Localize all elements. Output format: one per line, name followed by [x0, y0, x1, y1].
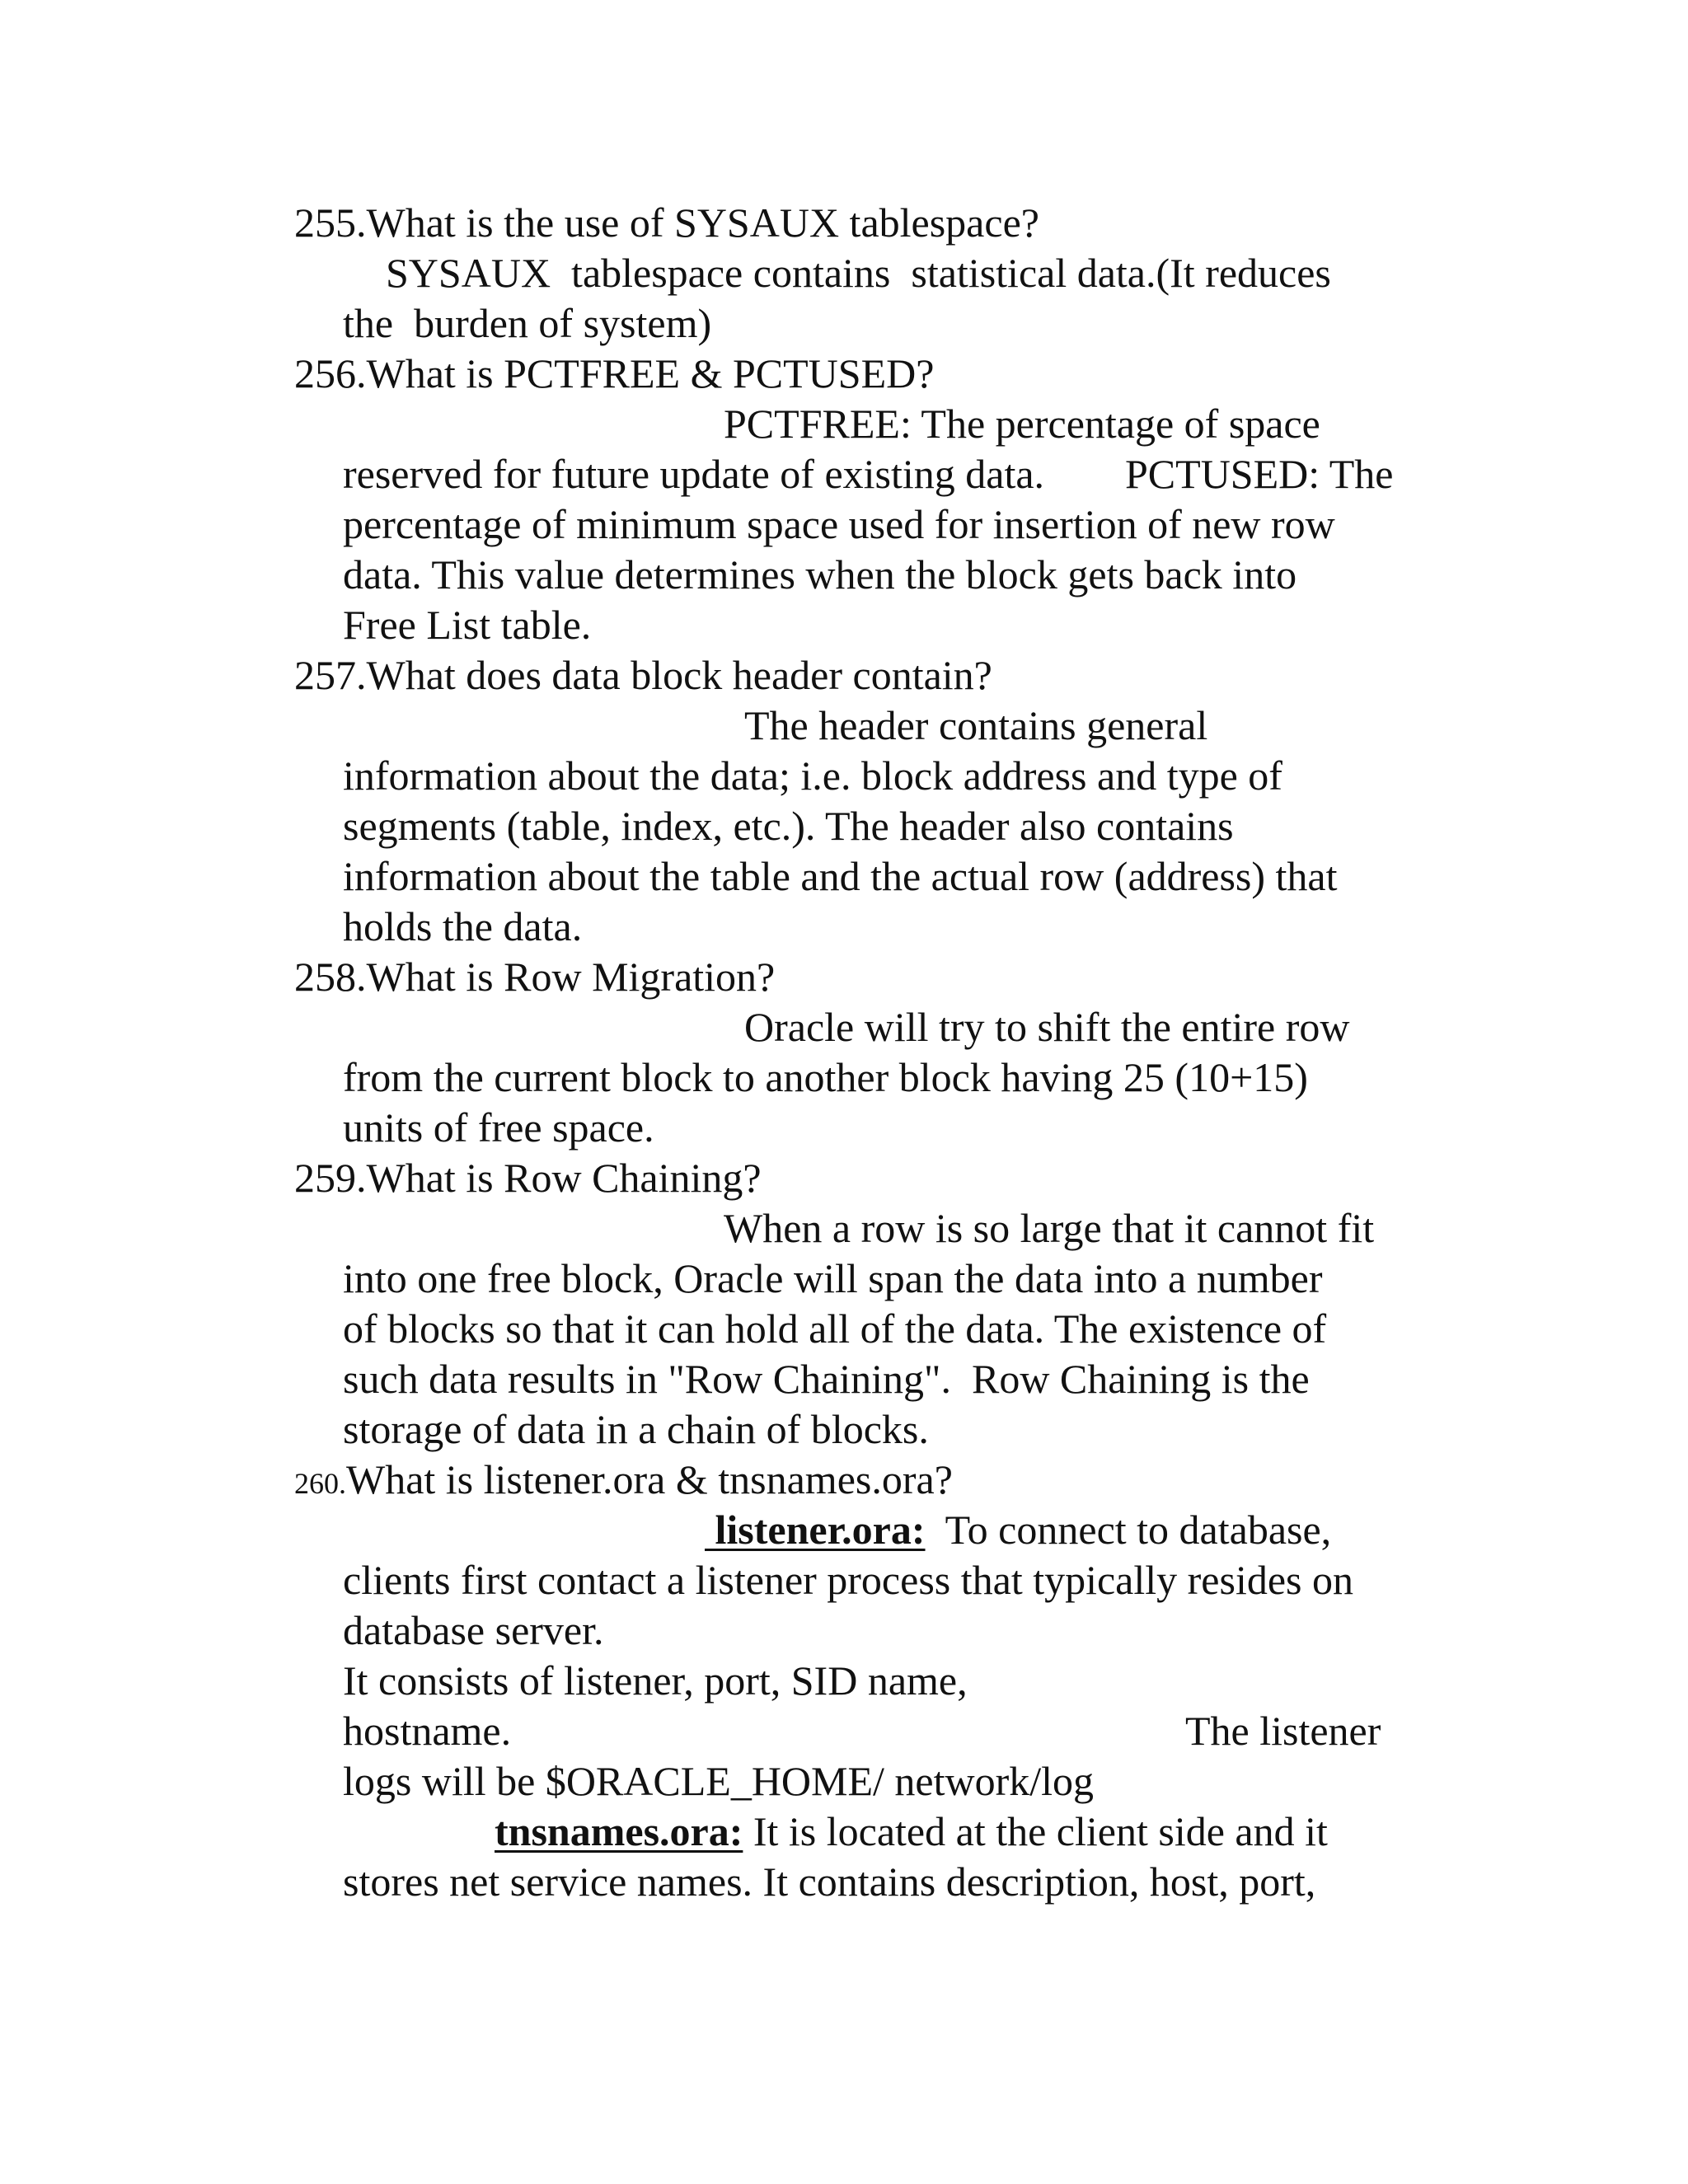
- tnsnames-ora-term: tnsnames.ora:: [495, 1808, 743, 1854]
- q256-title: 256.What is PCTFREE & PCTUSED?: [294, 350, 935, 396]
- q257-answer-line: information about the table and the actual row (address) that: [343, 853, 1338, 899]
- q258-answer-line: from the current block to another block having 25 (10+15): [343, 1054, 1308, 1100]
- tnsnames-ora-text: It is located at the client side and it: [743, 1808, 1328, 1854]
- q256-answer-line: data. This value determines when the block gets back into: [343, 551, 1297, 598]
- q259-answer-line: such data results in "Row Chaining". Row Chaining is the: [343, 1356, 1310, 1402]
- q259-answer-line: storage of data in a chain of blocks.: [343, 1406, 929, 1452]
- q260-number: 260.: [294, 1467, 346, 1500]
- q260-answer-line: It consists of listener, port, SID name,: [343, 1657, 968, 1704]
- q258-answer-line: units of free space.: [343, 1104, 654, 1151]
- q260-answer-line: [495, 1807, 1328, 1857]
- q260-answer-line: [705, 1505, 1331, 1555]
- q259-answer-line: of blocks so that it can hold all of the data. The existence of: [343, 1305, 1327, 1352]
- q260-answer-line: The listener: [1185, 1708, 1381, 1754]
- q256-answer-line: PCTUSED: The: [1125, 451, 1394, 497]
- q259-title: 259.What is Row Chaining?: [294, 1155, 762, 1201]
- q256-answer-line: Free List table.: [343, 602, 592, 648]
- q257-answer-line: The header contains general: [744, 702, 1208, 748]
- q260-title: [294, 1455, 953, 1509]
- q260-answer-line: clients first contact a listener process that typically resides on: [343, 1557, 1354, 1603]
- q258-title: 258.What is Row Migration?: [294, 954, 776, 1000]
- listener-ora-term: listener.ora:: [705, 1507, 926, 1553]
- q260-answer-line: logs will be $ORACLE_HOME/ network/log: [343, 1758, 1095, 1804]
- q256-answer-line: reserved for future update of existing data.: [343, 451, 1045, 497]
- q255-title: 255.What is the use of SYSAUX tablespace?: [294, 199, 1039, 246]
- q257-answer-line: segments (table, index, etc.). The header also contains: [343, 803, 1234, 849]
- listener-ora-text: To connect to database,: [925, 1507, 1332, 1553]
- q257-answer-line: information about the data; i.e. block address and type of: [343, 752, 1282, 799]
- q260-answer-line: stores net service names. It contains description, host, port,: [343, 1858, 1316, 1905]
- q260-question: What is listener.ora & tnsnames.ora?: [346, 1456, 953, 1502]
- q259-answer-line: into one free block, Oracle will span the data into a number: [343, 1255, 1323, 1301]
- q257-title: 257.What does data block header contain?: [294, 652, 992, 698]
- q259-answer-line: When a row is so large that it cannot fit: [724, 1205, 1375, 1251]
- q256-answer-line: PCTFREE: The percentage of space: [724, 401, 1320, 447]
- q255-answer-line: SYSAUX tablespace contains statistical data.(It reduces: [386, 250, 1331, 296]
- q255-answer-line: the burden of system): [343, 300, 712, 346]
- q260-answer-line: database server.: [343, 1607, 604, 1653]
- q256-answer-line: percentage of minimum space used for insertion of new row: [343, 501, 1335, 547]
- q260-answer-line: hostname.: [343, 1708, 512, 1754]
- q257-answer-line: holds the data.: [343, 903, 583, 949]
- q258-answer-line: Oracle will try to shift the entire row: [744, 1004, 1350, 1050]
